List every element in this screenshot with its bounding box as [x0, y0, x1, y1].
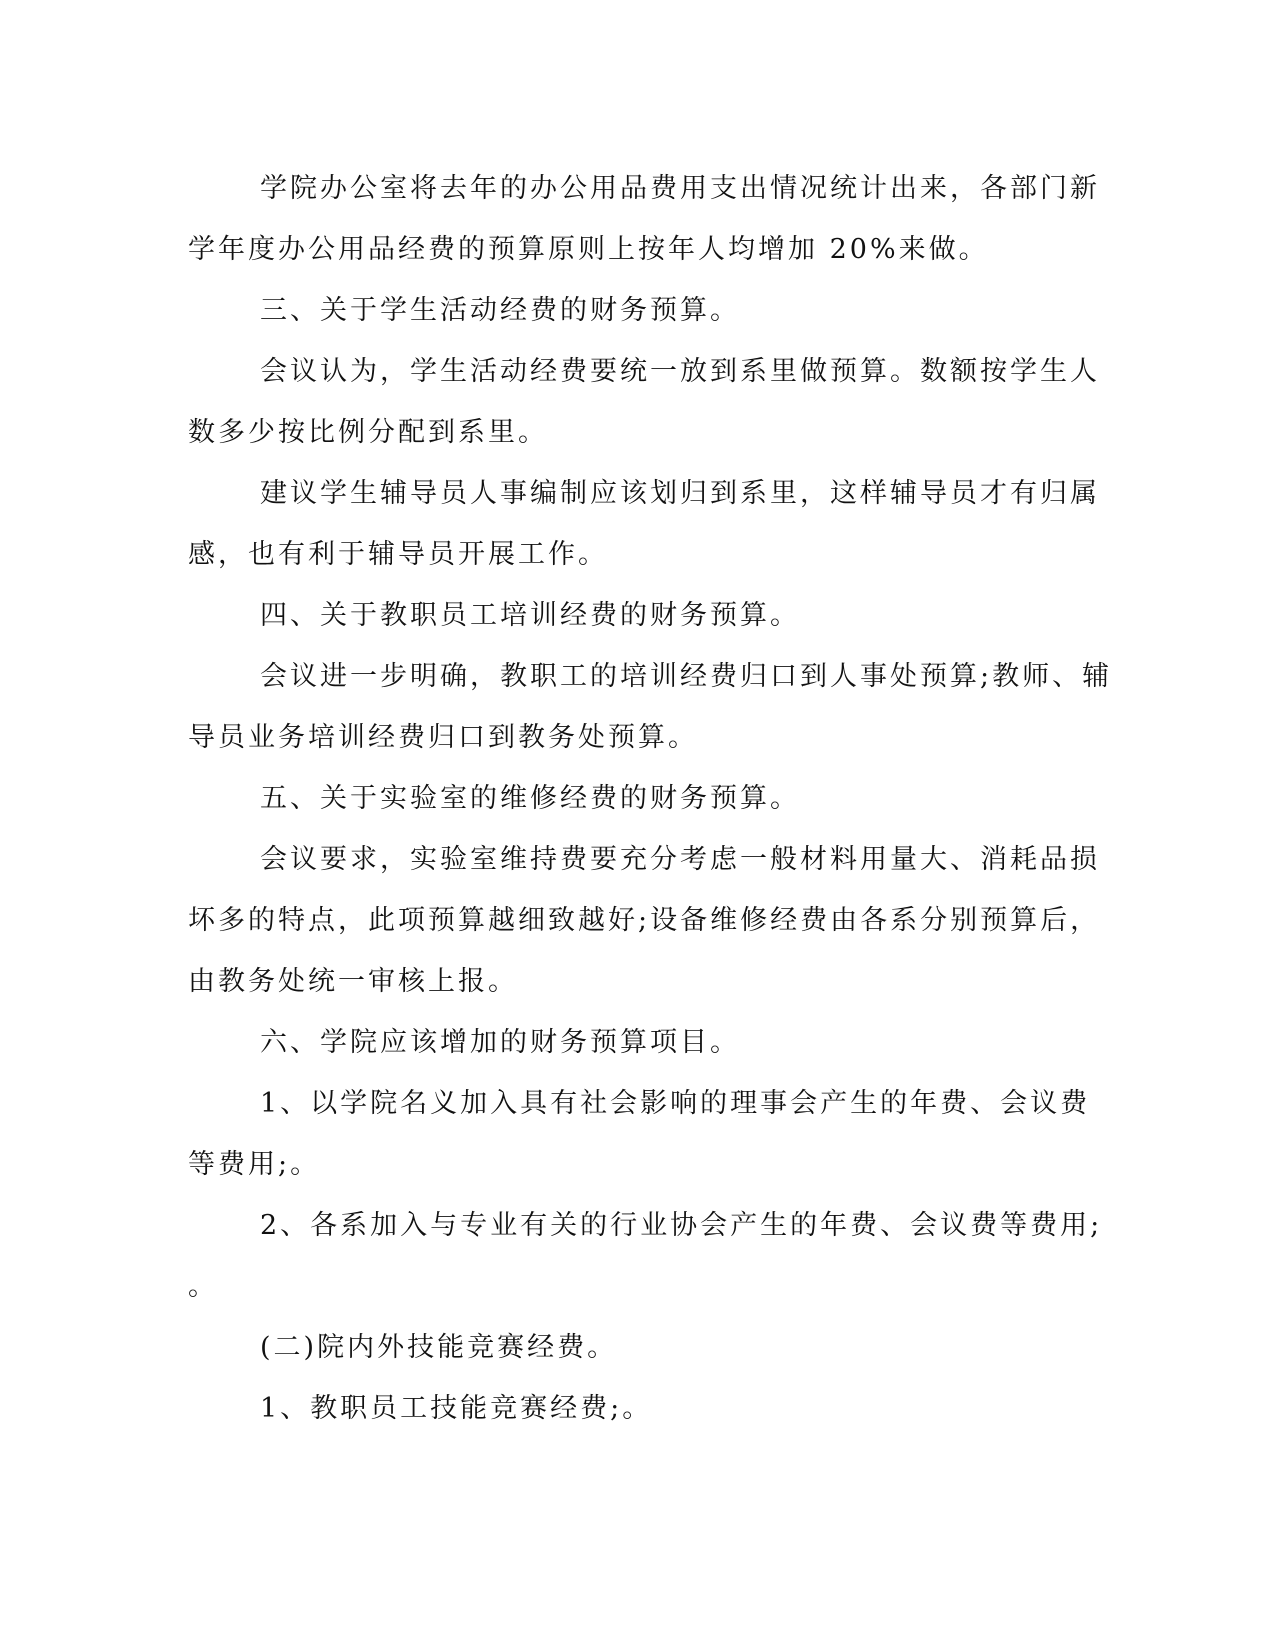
list-item: 1、教职员工技能竞赛经费;。: [260, 1393, 653, 1424]
section-heading: (二)院内外技能竞赛经费。: [260, 1332, 618, 1363]
section-heading: 三、关于学生活动经费的财务预算。: [260, 295, 740, 326]
list-item: 1、以学院名义加入具有社会影响的理事会产生的年费、会议费: [260, 1088, 1091, 1119]
paragraph-line: 学年度办公用品经费的预算原则上按年人均增加 20%来做。: [188, 234, 989, 265]
paragraph-line: 会议要求，实验室维持费要充分考虑一般材料用量大、消耗品损: [260, 844, 1100, 875]
list-item: 2、各系加入与专业有关的行业协会产生的年费、会议费等费用;: [260, 1210, 1103, 1241]
paragraph-line: 会议认为，学生活动经费要统一放到系里做预算。数额按学生人: [260, 356, 1100, 387]
paragraph-line: 。: [188, 1271, 218, 1302]
paragraph-line: 导员业务培训经费归口到教务处预算。: [188, 722, 698, 753]
paragraph-line: 由教务处统一审核上报。: [188, 966, 518, 997]
section-heading: 五、关于实验室的维修经费的财务预算。: [260, 783, 800, 814]
paragraph-line: 感，也有利于辅导员开展工作。: [188, 539, 608, 570]
section-heading: 六、学院应该增加的财务预算项目。: [260, 1027, 740, 1058]
paragraph-line: 数多少按比例分配到系里。: [188, 417, 548, 448]
paragraph-line: 学院办公室将去年的办公用品费用支出情况统计出来，各部门新: [260, 173, 1100, 204]
paragraph-line: 坏多的特点，此项预算越细致越好;设备维修经费由各系分别预算后，: [188, 905, 1101, 936]
paragraph-line: 建议学生辅导员人事编制应该划归到系里，这样辅导员才有归属: [260, 478, 1100, 509]
paragraph-line: 等费用;。: [188, 1149, 321, 1180]
section-heading: 四、关于教职员工培训经费的财务预算。: [260, 600, 800, 631]
paragraph-line: 会议进一步明确，教职工的培训经费归口到人事处预算;教师、辅: [260, 661, 1113, 692]
document-body: [188, 158, 1113, 1439]
